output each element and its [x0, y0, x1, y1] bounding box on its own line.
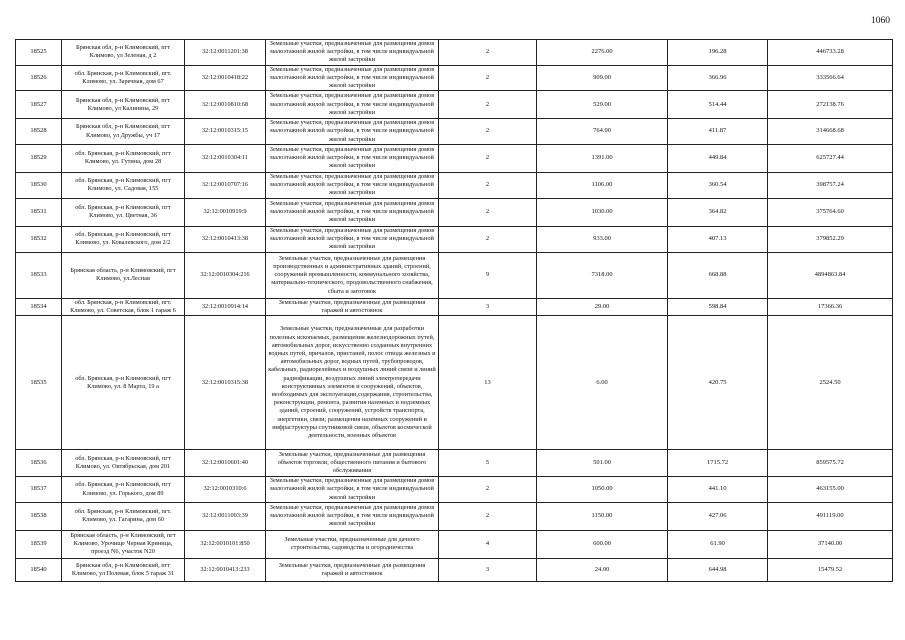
cadastral-number: 32:12:0010418:22 [185, 65, 266, 91]
address-cell: обл. Брянская, р-н Климовский, пгт Климово, ул. Садовая, 155 [62, 172, 185, 198]
land-use-category: Земельные участки, предназначенные для разработки полезных ископаемых, размещения железнодорожных путей, автомобильных дорог, искусственно созданных внутренних водных путей, причалов, пристаней, полос отвода железных и автомобильных дорог, водных путей, трубопроводов, кабельных, радиорелейных и воздушных линий связи и линий радиофикации, воздушных линий электропередачи конструктивных элементов и сооружений, объектов, необходимых для эксплуатации,содержания, строительства, реконструкции, ремонта, развития наземных и подземных зданий, строений, сооружений, устройств транспорта, энергетики, связи; размещения наземных сооружений и инфраструктуры спутниковой связи, объектов космической деятельности, военных объектов [266, 316, 439, 450]
use-group-code: 2 [439, 477, 537, 503]
table-row [16, 530, 893, 558]
specific-cadastral-value: 1715.72 [668, 450, 768, 477]
land-area: 600.00 [537, 530, 668, 558]
land-area: 7318.00 [537, 252, 668, 298]
land-use-category: Земельные участки, предназначенные для размещения домов малоэтажной жилой застройки, в том числе индивидуальной жилой застройки [266, 477, 439, 503]
land-area: 1150.00 [537, 502, 668, 530]
cadastral-value: 625727.44 [768, 144, 893, 172]
cadastral-number: 32:12:0010810:68 [185, 91, 266, 119]
record-number: 18526 [16, 65, 62, 91]
cadastral-value: 15479.52 [768, 558, 893, 581]
cadastral-value: 17366.36 [768, 298, 893, 315]
specific-cadastral-value: 360.54 [668, 172, 768, 198]
record-number: 18534 [16, 298, 62, 315]
use-group-code: 13 [439, 316, 537, 450]
table-row [16, 252, 893, 298]
record-number: 18530 [16, 172, 62, 198]
specific-cadastral-value: 366.96 [668, 65, 768, 91]
record-number: 18525 [16, 40, 62, 66]
address-cell: обл. Брянская, р-н Климовский, пгт. Климово, ул. Заречная, дом 67 [62, 65, 185, 91]
use-group-code: 2 [439, 91, 537, 119]
cadastral-value: 463155.00 [768, 477, 893, 503]
land-use-category: Земельные участки, предназначенные для размещения домов малоэтажной жилой застройки, в том числе индивидуальной жилой застройки [266, 144, 439, 172]
specific-cadastral-value: 644.98 [668, 558, 768, 581]
land-use-category: Земельные участки, предназначенные для размещения домов малоэтажной жилой застройки, в том числе индивидуальной жилой застройки [266, 65, 439, 91]
use-group-code: 2 [439, 144, 537, 172]
land-use-category: Земельные участки, предназначенные для размещения домов малоэтажной жилой застройки, в том числе индивидуальной жилой застройки [266, 119, 439, 145]
table-row [16, 65, 893, 91]
address-cell: обл. Брянская, р-н Климовский, пгт. Климово, ул. Гагарина, дом 60 [62, 502, 185, 530]
land-use-category: Земельные участки, предназначенные для размещения домов малоэтажной жилой застройки, в том числе индивидуальной жилой застройки [266, 91, 439, 119]
specific-cadastral-value: 407.13 [668, 226, 768, 252]
cadastral-value: 446733.28 [768, 40, 893, 66]
land-area: 764.00 [537, 119, 668, 145]
use-group-code: 2 [439, 65, 537, 91]
cadastral-value: 272138.76 [768, 91, 893, 119]
specific-cadastral-value: 411.87 [668, 119, 768, 145]
record-number: 18528 [16, 119, 62, 145]
land-area: 1030.00 [537, 198, 668, 226]
cadastral-number: 32:12:0010601:40 [185, 450, 266, 477]
cadastral-value: 398757.24 [768, 172, 893, 198]
cadastral-number: 32:12:0010413:38 [185, 226, 266, 252]
specific-cadastral-value: 196.28 [668, 40, 768, 66]
land-area: 501.00 [537, 450, 668, 477]
use-group-code: 2 [439, 502, 537, 530]
land-area: 1106.00 [537, 172, 668, 198]
record-number: 18537 [16, 477, 62, 503]
use-group-code: 2 [439, 40, 537, 66]
cadastral-value: 314668.68 [768, 119, 893, 145]
use-group-code: 2 [439, 172, 537, 198]
table-row [16, 558, 893, 581]
use-group-code: 3 [439, 558, 537, 581]
cadastral-value: 37140.00 [768, 530, 893, 558]
land-area: 1391.00 [537, 144, 668, 172]
specific-cadastral-value: 449.84 [668, 144, 768, 172]
address-cell: обл. Брянская, р-н Климовский, пгт Климово, ул. Октябрьская, дом 201 [62, 450, 185, 477]
table-row [16, 316, 893, 450]
record-number: 18540 [16, 558, 62, 581]
cadastral-number: 32:12:0010315:38 [185, 316, 266, 450]
use-group-code: 9 [439, 252, 537, 298]
cadastral-value: 379852.29 [768, 226, 893, 252]
use-group-code: 4 [439, 530, 537, 558]
cadastral-number: 32:12:0010919:9 [185, 198, 266, 226]
cadastral-value: 4894863.84 [768, 252, 893, 298]
cadastral-number: 32:12:0010304:216 [185, 252, 266, 298]
table-row [16, 502, 893, 530]
table-row [16, 298, 893, 315]
record-number: 18532 [16, 226, 62, 252]
record-number: 18527 [16, 91, 62, 119]
land-registry-table [15, 39, 893, 582]
specific-cadastral-value: 427.06 [668, 502, 768, 530]
use-group-code: 2 [439, 226, 537, 252]
land-area: 529.00 [537, 91, 668, 119]
land-use-category: Земельные участки, предназначенные для размещения гаражей и автостоянок [266, 558, 439, 581]
cadastral-number: 32:12:0011201:38 [185, 40, 266, 66]
record-number: 18531 [16, 198, 62, 226]
cadastral-value: 375764.60 [768, 198, 893, 226]
table-row [16, 477, 893, 503]
table-row [16, 226, 893, 252]
address-cell: обл. Брянская, р-н Климовский, пгт Климово, ул. Гутина, дом 28 [62, 144, 185, 172]
cadastral-value: 2524.50 [768, 316, 893, 450]
cadastral-value: 859575.72 [768, 450, 893, 477]
cadastral-number: 32:12:0010310:6 [185, 477, 266, 503]
table-row [16, 450, 893, 477]
address-cell: Брянская обл, р-н Климовский, пгт Климово, ул Калинина, 29 [62, 91, 185, 119]
land-use-category: Земельные участки, предназначенные для размещения гаражей и автостоянок [266, 298, 439, 315]
address-cell: обл. Брянская, р-н Климовский, пгт. Климово, ул. Советская, блок 1 гараж 6 [62, 298, 185, 315]
land-area: 29.00 [537, 298, 668, 315]
land-area: 2276.00 [537, 40, 668, 66]
address-cell: обл. Брянская, р-н Климовский, пгт Климово, ул. Ковалевского, дом 2/2 [62, 226, 185, 252]
address-cell: Брянская обл, р-н Климовский, пгт Климово, ул Полевая, блок 5 гараж 31 [62, 558, 185, 581]
specific-cadastral-value: 441.10 [668, 477, 768, 503]
land-area: 933.00 [537, 226, 668, 252]
cadastral-number: 32:12:0011003:39 [185, 502, 266, 530]
page-number: 1060 [871, 16, 890, 26]
cadastral-number: 32:12:0010707:16 [185, 172, 266, 198]
cadastral-number: 32:12:0010315:15 [185, 119, 266, 145]
land-use-category: Земельные участки, предназначенные для размещения производственных и административных зданий, строений, сооружений промышленности, коммунального хозяйства, материально-технического, продовольственного снабжения, сбыта и заготовок [266, 252, 439, 298]
address-cell: Брянская обл, р-н Климовский, пгт Климово, ул Дружбы, уч 17 [62, 119, 185, 145]
table-row [16, 144, 893, 172]
record-number: 18535 [16, 316, 62, 450]
land-area: 24.00 [537, 558, 668, 581]
address-cell: обл. Брянская, р-н Климовский, пгт Климово, ул. 8 Марта, 19 а [62, 316, 185, 450]
table-row [16, 119, 893, 145]
address-cell: Брянская область, р-н Климовский, пгт Климово, Урочище Черная Криница, проезд N6, участок N20 [62, 530, 185, 558]
use-group-code: 2 [439, 198, 537, 226]
cadastral-number: 32:12:0010914:14 [185, 298, 266, 315]
land-use-category: Земельные участки, предназначенные для размещения домов малоэтажной жилой застройки, в том числе индивидуальной жилой застройки [266, 502, 439, 530]
table-row [16, 198, 893, 226]
use-group-code: 3 [439, 298, 537, 315]
table-row [16, 172, 893, 198]
land-area: 1050.00 [537, 477, 668, 503]
address-cell: Брянская обл, р-н Климовский, пгт Климово, ул Зеленая, д 2 [62, 40, 185, 66]
specific-cadastral-value: 420.75 [668, 316, 768, 450]
cadastral-value: 491119.00 [768, 502, 893, 530]
land-use-category: Земельные участки, предназначенные для размещения домов малоэтажной жилой застройки, в том числе индивидуальной жилой застройки [266, 172, 439, 198]
specific-cadastral-value: 668.88 [668, 252, 768, 298]
address-cell: Брянская область, р-н Климовский, пгт Климово, ул.Лесная [62, 252, 185, 298]
land-use-category: Земельные участки, предназначенные для размещения домов малоэтажной жилой застройки, в том числе индивидуальной жилой застройки [266, 226, 439, 252]
specific-cadastral-value: 364.82 [668, 198, 768, 226]
use-group-code: 5 [439, 450, 537, 477]
land-use-category: Земельные участки, предназначенные для размещения объектов торговли, общественного питания и бытового обслуживания [266, 450, 439, 477]
record-number: 18536 [16, 450, 62, 477]
specific-cadastral-value: 598.84 [668, 298, 768, 315]
land-use-category: Земельные участки, предназначенные для размещения домов малоэтажной жилой застройки, в том числе индивидуальной жилой застройки [266, 198, 439, 226]
use-group-code: 2 [439, 119, 537, 145]
record-number: 18538 [16, 502, 62, 530]
cadastral-number: 32:12:0010304:11 [185, 144, 266, 172]
specific-cadastral-value: 514.44 [668, 91, 768, 119]
land-area: 6.00 [537, 316, 668, 450]
record-number: 18529 [16, 144, 62, 172]
cadastral-value: 333566.64 [768, 65, 893, 91]
table-row [16, 40, 893, 66]
record-number: 18533 [16, 252, 62, 298]
table-row [16, 91, 893, 119]
cadastral-number: 32:12:0010413:233 [185, 558, 266, 581]
address-cell: обл. Брянская, р-н Климовский, пгт Климово, ул. Цветная, 36 [62, 198, 185, 226]
record-number: 18539 [16, 530, 62, 558]
land-use-category: Земельные участки, предназначенные для дачного строительства, садоводства и огородничества [266, 530, 439, 558]
specific-cadastral-value: 61.90 [668, 530, 768, 558]
land-area: 909.00 [537, 65, 668, 91]
land-use-category: Земельные участки, предназначенные для размещения домов малоэтажной жилой застройки, в том числе индивидуальной жилой застройки [266, 40, 439, 66]
cadastral-number: 32:12:0010101:850 [185, 530, 266, 558]
address-cell: обл. Брянская, р-н Климовский, пгт Климово, ул. Горького, дом 89 [62, 477, 185, 503]
